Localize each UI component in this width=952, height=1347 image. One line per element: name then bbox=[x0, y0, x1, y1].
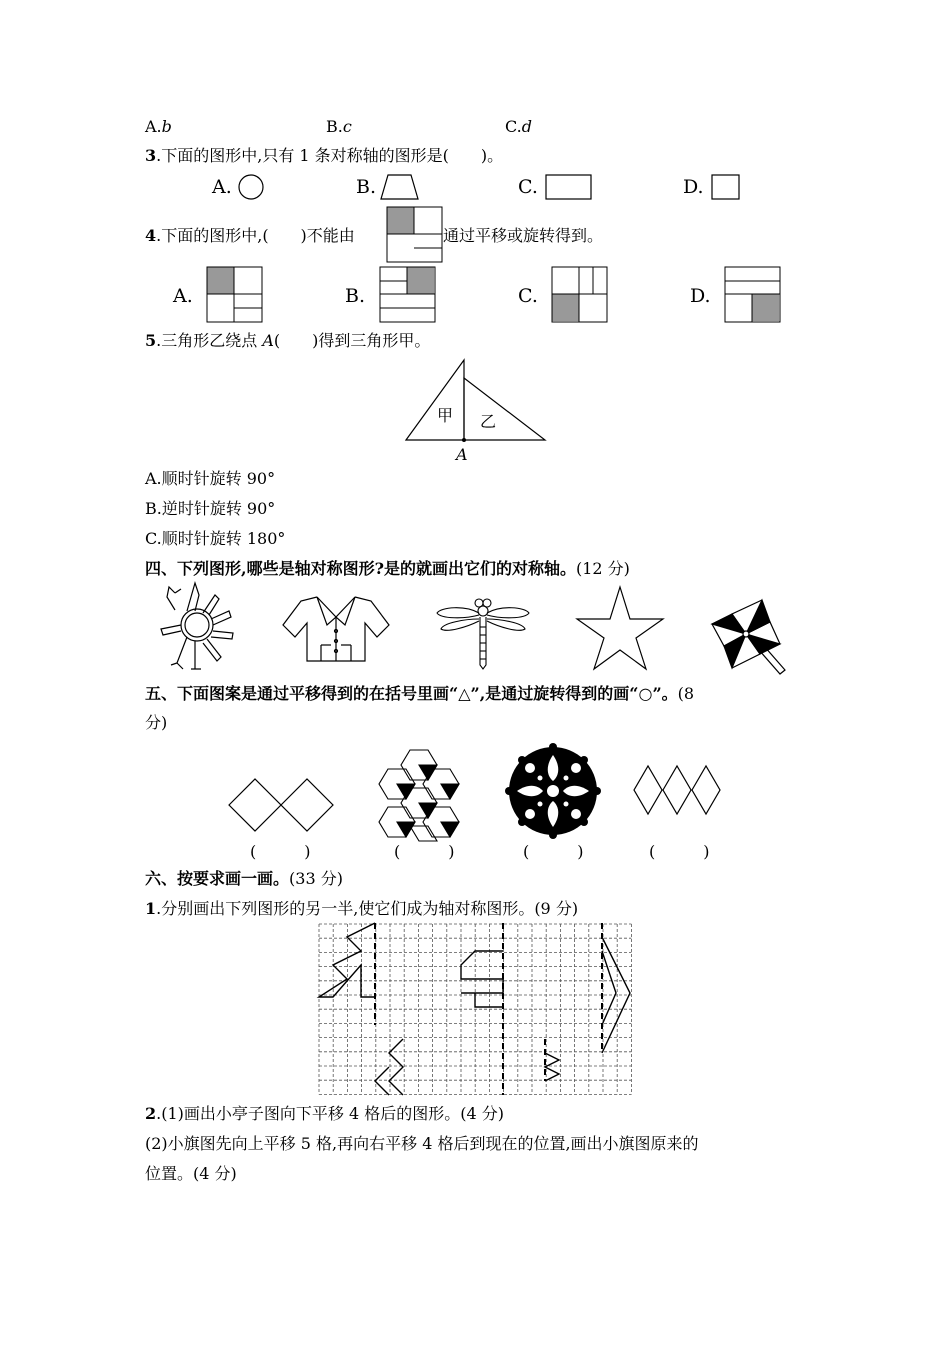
q3-option-d: D. bbox=[683, 176, 704, 198]
dragonfly-figure bbox=[435, 595, 535, 675]
answer-paren-2[interactable]: ( ) bbox=[394, 842, 455, 861]
q4-option-c: C. bbox=[518, 285, 538, 307]
q5-option-b: B.逆时针旋转 90° bbox=[145, 499, 276, 518]
triangle-jia-label: 甲 bbox=[437, 406, 454, 425]
trapezoid-shape bbox=[381, 175, 418, 199]
point-a-label: A bbox=[456, 445, 468, 464]
star-figure bbox=[577, 585, 667, 675]
section-6-title: 六、按要求画一画。(33 分) bbox=[145, 869, 343, 888]
q4-question-before: 4.下面的图形中,( )不能由 bbox=[145, 226, 355, 245]
answer-paren-4[interactable]: ( ) bbox=[649, 842, 710, 861]
q4-option-d-figure bbox=[724, 266, 784, 326]
triangle-yi-label: 乙 bbox=[480, 412, 497, 431]
q5-option-a: A.顺时针旋转 90° bbox=[145, 469, 276, 488]
q4-option-d: D. bbox=[690, 285, 711, 307]
rotation-ornament-figure bbox=[500, 745, 610, 845]
q3-option-a: A. bbox=[212, 176, 232, 198]
circle-shape bbox=[239, 175, 263, 199]
square-shape bbox=[712, 175, 739, 199]
q5-question: 5.三角形乙绕点 A( )得到三角形甲。 bbox=[145, 331, 431, 350]
section-6-q2-part1: 2.(1)画出小亭子图向下平移 4 格后的图形。(4 分) bbox=[145, 1104, 504, 1123]
answer-paren-1[interactable]: ( ) bbox=[250, 842, 311, 861]
translation-diamonds-figure bbox=[633, 763, 728, 823]
q4-option-c-figure bbox=[551, 266, 611, 326]
q4-option-a: A. bbox=[173, 285, 193, 307]
q4-option-b: B. bbox=[345, 285, 366, 307]
answer-paren-3[interactable]: ( ) bbox=[523, 842, 584, 861]
hexagon-pattern-figure bbox=[375, 747, 475, 847]
rectangle-shape bbox=[546, 175, 591, 199]
q4-reference-figure bbox=[386, 206, 446, 266]
symmetry-grid-figure[interactable] bbox=[316, 922, 636, 1097]
q4-option-a-figure bbox=[206, 266, 266, 326]
q5-triangles-figure bbox=[400, 355, 560, 465]
q3-option-c: C. bbox=[518, 176, 538, 198]
q3-question: 3.下面的图形中,只有 1 条对称轴的图形是( )。 bbox=[145, 146, 504, 165]
q2-option-c: C.d bbox=[505, 117, 533, 136]
section-6-q2-part3: 位置。(4 分) bbox=[145, 1164, 237, 1183]
section-5-score-line2: 分) bbox=[145, 713, 168, 732]
q3-shapes bbox=[0, 170, 952, 200]
q5-option-c: C.顺时针旋转 180° bbox=[145, 529, 286, 548]
pinwheel-figure bbox=[710, 598, 790, 678]
q3-option-b: B. bbox=[356, 176, 377, 198]
q2-option-a: A.b bbox=[145, 117, 172, 136]
section-5-title: 五、下面图案是通过平移得到的在括号里画“△”,是通过旋转得到的画“○”。(8 bbox=[145, 684, 695, 703]
section-6-q2-part2: (2)小旗图先向上平移 5 格,再向右平移 4 格后到现在的位置,画出小旗图原来的 bbox=[145, 1134, 699, 1153]
q4-question-after: 通过平移或旋转得到。 bbox=[443, 226, 604, 245]
q2-option-b: B.c bbox=[326, 117, 352, 136]
section-4-title: 四、下列图形,哪些是轴对称图形?是的就画出它们的对称轴。(12 分) bbox=[145, 559, 630, 578]
q4-option-b-figure bbox=[379, 266, 439, 326]
bird-sun-figure bbox=[155, 585, 245, 675]
shirt-figure bbox=[281, 595, 391, 665]
section-6-q1: 1.分别画出下列图形的另一半,使它们成为轴对称图形。(9 分) bbox=[145, 899, 579, 918]
